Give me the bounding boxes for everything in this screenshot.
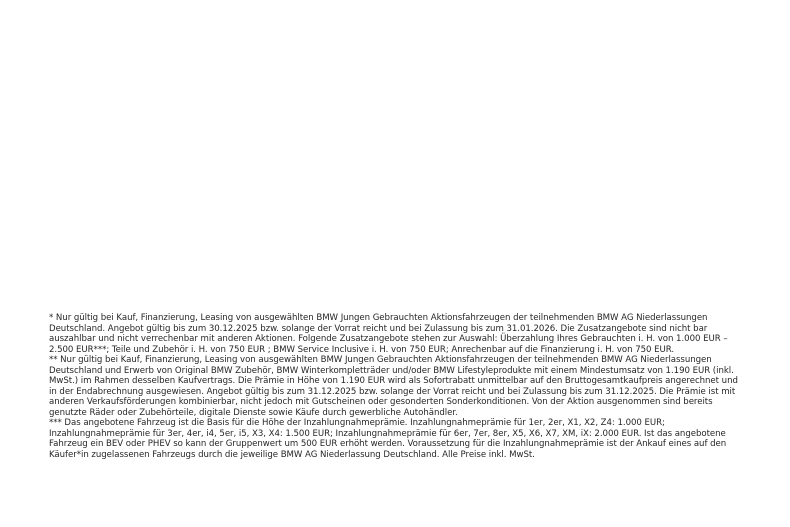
- footnote-1: * Nur gültig bei Kauf, Finanzierung, Leasing von ausgewählten BMW Jungen Gebrauchten Aktionsfahrzeugen der teilnehmenden BMW AG Niederlassungen Deutschland. Angebot gültig bis zum 30.12.2025 bzw. solange der Vorrat reicht und bei Zulassung bis zum 31.01.2026. Die Zusatzangebote sind nicht bar auszahlbar und nicht verrechenbar mit anderen Aktionen. Folgende Zusatzangebote stehen zur Auswahl: Überzahlung Ihres Gebrauchten i. H. von 1.000 EUR – 2.500 EUR***; Teile und Zubehör i. H. von 750 EUR ; BMW Service Inclusive i. H. von 750 EUR; Anrechenbar auf die Finanzierung i. H. von 750 EUR.: [49, 313, 728, 355]
- legal-footnotes: [49, 313, 741, 460]
- footnote-3: *** Das angebotene Fahrzeug ist die Basis für die Höhe der Inzahlungnahmeprämie. Inzahlungnahmeprämie für 1er, 2er, X1, X2, Z4: 1.000 EUR; Inzahlungnahmeprämie für 3er, 4er, i4, 5er, i5, X3, X4: 1.500 EUR; Inzahlungnahmeprämie für 6er, 7er, 8er, X5, X6, X7, XM, iX: 2.000 EUR. Ist das angebotene Fahrzeug ein BEV oder PHEV so kann der Gruppenwert um 500 EUR erhöht werden. Voraussetzung für die Inzahlungnahmeprämie ist der Ankauf eines auf den Käufer*in zugelassenen Fahrzeugs durch die jeweilige BMW AG Niederlassung Deutschland. Alle Preise inkl. MwSt.: [49, 418, 727, 460]
- footnote-2: ** Nur gültig bei Kauf, Finanzierung, Leasing von ausgewählten BMW Jungen Gebrauchten Aktionsfahrzeugen der teilnehmenden BMW AG Niederlassungen Deutschland und Erwerb von Original BMW Zubehör, BMW Winterkompletträder und/oder BMW Lifestyleprodukte mit einem Mindestumsatz von 1.190 EUR (inkl. MwSt.) im Rahmen desselben Kaufvertrags. Die Prämie in Höhe von 1.190 EUR wird als Sofortrabatt unmittelbar auf den Bruttogesamtkaufpreis angerechnet und in der Endabrechnung ausgewiesen. Angebot gültig bis zum 31.12.2025 bzw. solange der Vorrat reicht und bei Zulassung bis zum 31.12.2025. Die Prämie ist mit anderen Verkaufsförderungen kombinierbar, nicht jedoch mit Gutscheinen oder gesonderten Sonderkonditionen. Von der Aktion ausgenommen sind bereits genutzte Räder oder Zubehörteile, digitale Dienste sowie Käufe durch gewerbliche Autohändler.: [49, 355, 738, 418]
